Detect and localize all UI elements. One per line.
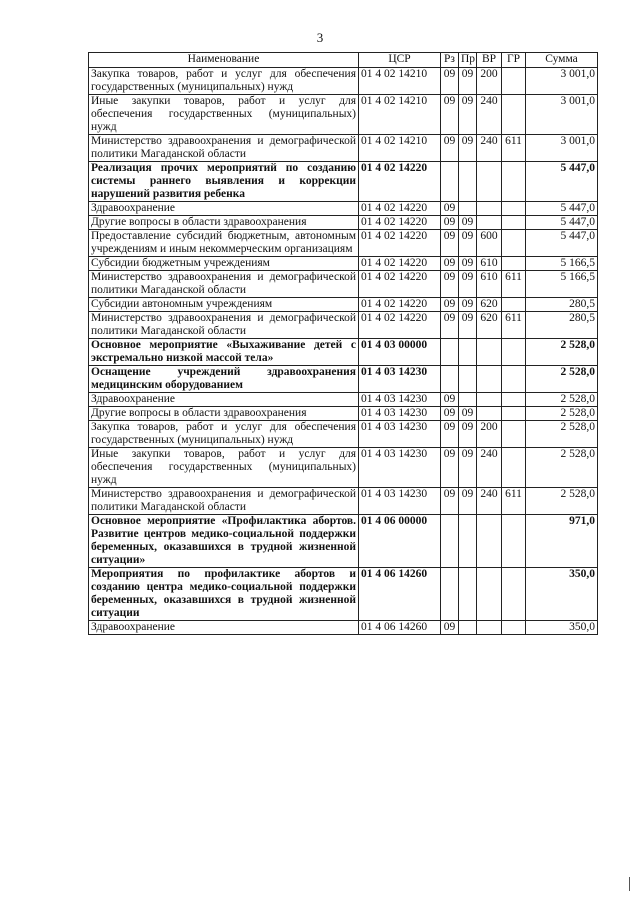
cell-vr bbox=[477, 393, 502, 407]
cell-rz bbox=[441, 515, 459, 568]
cell-gr bbox=[502, 298, 526, 312]
cell-csr: 01 4 03 14230 bbox=[359, 448, 441, 488]
cell-name: Субсидии бюджетным учреждениям bbox=[89, 257, 359, 271]
cell-pr bbox=[459, 515, 477, 568]
cell-gr bbox=[502, 393, 526, 407]
cell-vr: 610 bbox=[477, 257, 502, 271]
cell-pr bbox=[459, 162, 477, 202]
cell-pr bbox=[459, 202, 477, 216]
cell-rz: 09 bbox=[441, 298, 459, 312]
cell-vr bbox=[477, 366, 502, 393]
table-row bbox=[89, 407, 598, 421]
cell-vr: 200 bbox=[477, 68, 502, 95]
cell-gr: 611 bbox=[502, 488, 526, 515]
cell-csr: 01 4 03 14230 bbox=[359, 407, 441, 421]
col-header-vr: ВР bbox=[477, 53, 502, 68]
cell-vr: 200 bbox=[477, 421, 502, 448]
cell-rz bbox=[441, 366, 459, 393]
col-header-rz: Рз bbox=[441, 53, 459, 68]
cell-rz: 09 bbox=[441, 202, 459, 216]
cell-rz: 09 bbox=[441, 95, 459, 135]
cell-pr: 09 bbox=[459, 271, 477, 298]
cell-vr bbox=[477, 339, 502, 366]
cell-sum: 5 447,0 bbox=[526, 216, 598, 230]
cell-gr bbox=[502, 621, 526, 635]
cell-csr: 01 4 02 14220 bbox=[359, 230, 441, 257]
cell-pr: 09 bbox=[459, 68, 477, 95]
cell-rz: 09 bbox=[441, 621, 459, 635]
cell-sum: 280,5 bbox=[526, 312, 598, 339]
cell-gr bbox=[502, 339, 526, 366]
cell-gr bbox=[502, 407, 526, 421]
cell-name: Министерство здравоохранения и демографической политики Магаданской области bbox=[89, 271, 359, 298]
cell-pr: 09 bbox=[459, 135, 477, 162]
cell-sum: 2 528,0 bbox=[526, 366, 598, 393]
cell-pr: 09 bbox=[459, 312, 477, 339]
table-row bbox=[89, 162, 598, 202]
cell-gr bbox=[502, 568, 526, 621]
cell-name: Основное мероприятие «Выхаживание детей с экстремально низкой массой тела» bbox=[89, 339, 359, 366]
col-header-csr: ЦСР bbox=[359, 53, 441, 68]
cell-csr: 01 4 02 14210 bbox=[359, 95, 441, 135]
table-row bbox=[89, 568, 598, 621]
cell-sum: 5 447,0 bbox=[526, 202, 598, 216]
cell-rz: 09 bbox=[441, 448, 459, 488]
cell-sum: 2 528,0 bbox=[526, 421, 598, 448]
cell-sum: 280,5 bbox=[526, 298, 598, 312]
cell-name: Министерство здравоохранения и демографической политики Магаданской области bbox=[89, 488, 359, 515]
cell-vr: 610 bbox=[477, 271, 502, 298]
cell-vr: 620 bbox=[477, 312, 502, 339]
cell-sum: 350,0 bbox=[526, 568, 598, 621]
cell-name: Министерство здравоохранения и демографической политики Магаданской области bbox=[89, 312, 359, 339]
table-row bbox=[89, 366, 598, 393]
cell-vr: 240 bbox=[477, 95, 502, 135]
cell-csr: 01 4 06 14260 bbox=[359, 568, 441, 621]
cell-sum: 2 528,0 bbox=[526, 393, 598, 407]
cell-name: Другие вопросы в области здравоохранения bbox=[89, 407, 359, 421]
cell-pr bbox=[459, 621, 477, 635]
cell-pr bbox=[459, 339, 477, 366]
cell-name: Министерство здравоохранения и демографической политики Магаданской области bbox=[89, 135, 359, 162]
cell-pr bbox=[459, 393, 477, 407]
cell-name: Другие вопросы в области здравоохранения bbox=[89, 216, 359, 230]
cell-sum: 971,0 bbox=[526, 515, 598, 568]
cell-sum: 5 447,0 bbox=[526, 230, 598, 257]
cell-csr: 01 4 03 14230 bbox=[359, 421, 441, 448]
cell-name: Оснащение учреждений здравоохранения медицинским оборудованием bbox=[89, 366, 359, 393]
cell-vr: 600 bbox=[477, 230, 502, 257]
cell-vr: 240 bbox=[477, 135, 502, 162]
cell-rz: 09 bbox=[441, 488, 459, 515]
cell-name: Иные закупки товаров, работ и услуг для обеспечения государственных (муниципальных) нужд bbox=[89, 95, 359, 135]
cell-pr: 09 bbox=[459, 95, 477, 135]
cell-gr bbox=[502, 366, 526, 393]
cell-name: Закупка товаров, работ и услуг для обеспечения государственных (муниципальных) нужд bbox=[89, 421, 359, 448]
cell-sum: 2 528,0 bbox=[526, 407, 598, 421]
cell-sum: 5 447,0 bbox=[526, 162, 598, 202]
cell-vr: 240 bbox=[477, 488, 502, 515]
cell-sum: 2 528,0 bbox=[526, 488, 598, 515]
cell-gr: 611 bbox=[502, 312, 526, 339]
table-row bbox=[89, 257, 598, 271]
table-row bbox=[89, 202, 598, 216]
cell-rz bbox=[441, 568, 459, 621]
cell-sum: 2 528,0 bbox=[526, 448, 598, 488]
cell-name: Реализация прочих мероприятий по созданию системы раннего выявления и коррекции нарушений развития ребенка bbox=[89, 162, 359, 202]
table-row bbox=[89, 488, 598, 515]
cell-csr: 01 4 02 14210 bbox=[359, 68, 441, 95]
cell-rz: 09 bbox=[441, 421, 459, 448]
cell-gr bbox=[502, 202, 526, 216]
table-row bbox=[89, 68, 598, 95]
cell-vr bbox=[477, 621, 502, 635]
cell-gr bbox=[502, 216, 526, 230]
col-header-sum: Сумма bbox=[526, 53, 598, 68]
cell-sum: 3 001,0 bbox=[526, 135, 598, 162]
cell-rz: 09 bbox=[441, 230, 459, 257]
table-row bbox=[89, 230, 598, 257]
cell-gr bbox=[502, 162, 526, 202]
cell-csr: 01 4 02 14220 bbox=[359, 298, 441, 312]
table-row bbox=[89, 216, 598, 230]
table-row bbox=[89, 421, 598, 448]
cell-vr bbox=[477, 216, 502, 230]
table-row bbox=[89, 135, 598, 162]
cell-pr: 09 bbox=[459, 488, 477, 515]
cell-vr: 240 bbox=[477, 448, 502, 488]
cell-pr bbox=[459, 568, 477, 621]
cell-csr: 01 4 02 14220 bbox=[359, 312, 441, 339]
cell-sum: 5 166,5 bbox=[526, 257, 598, 271]
cell-gr bbox=[502, 230, 526, 257]
cell-rz bbox=[441, 162, 459, 202]
cell-sum: 2 528,0 bbox=[526, 339, 598, 366]
cell-rz: 09 bbox=[441, 216, 459, 230]
cell-name: Предоставление субсидий бюджетным, автономным учреждениям и иным некоммерческим организациям bbox=[89, 230, 359, 257]
cell-vr bbox=[477, 162, 502, 202]
table-row bbox=[89, 271, 598, 298]
col-header-gr: ГР bbox=[502, 53, 526, 68]
cell-gr: 611 bbox=[502, 135, 526, 162]
cell-pr: 09 bbox=[459, 421, 477, 448]
cell-csr: 01 4 02 14220 bbox=[359, 162, 441, 202]
cell-gr bbox=[502, 421, 526, 448]
table-row bbox=[89, 298, 598, 312]
cell-sum: 3 001,0 bbox=[526, 95, 598, 135]
cell-sum: 3 001,0 bbox=[526, 68, 598, 95]
cell-vr bbox=[477, 515, 502, 568]
table-row bbox=[89, 393, 598, 407]
cell-gr bbox=[502, 257, 526, 271]
cell-pr: 09 bbox=[459, 216, 477, 230]
col-header-name: Наименование bbox=[89, 53, 359, 68]
cell-csr: 01 4 02 14220 bbox=[359, 216, 441, 230]
cell-csr: 01 4 02 14220 bbox=[359, 271, 441, 298]
cell-gr bbox=[502, 515, 526, 568]
cell-csr: 01 4 03 00000 bbox=[359, 339, 441, 366]
cell-csr: 01 4 03 14230 bbox=[359, 366, 441, 393]
cell-vr: 620 bbox=[477, 298, 502, 312]
cell-csr: 01 4 02 14220 bbox=[359, 202, 441, 216]
table-row bbox=[89, 621, 598, 635]
cell-vr bbox=[477, 202, 502, 216]
cell-rz: 09 bbox=[441, 271, 459, 298]
cell-gr: 611 bbox=[502, 271, 526, 298]
cell-gr bbox=[502, 448, 526, 488]
cell-csr: 01 4 03 14230 bbox=[359, 393, 441, 407]
cell-rz: 09 bbox=[441, 312, 459, 339]
cell-name: Основное мероприятие «Профилактика абортов. Развитие центров медико-социальной поддержки беременных, оказавшихся в трудной жизненной ситуации» bbox=[89, 515, 359, 568]
cell-rz: 09 bbox=[441, 407, 459, 421]
cell-pr: 09 bbox=[459, 448, 477, 488]
budget-table bbox=[88, 52, 598, 635]
cell-sum: 5 166,5 bbox=[526, 271, 598, 298]
cell-csr: 01 4 06 00000 bbox=[359, 515, 441, 568]
cell-name: Субсидии автономным учреждениям bbox=[89, 298, 359, 312]
cell-gr bbox=[502, 95, 526, 135]
table-row bbox=[89, 515, 598, 568]
cell-name: Здравоохранение bbox=[89, 202, 359, 216]
cell-rz: 09 bbox=[441, 68, 459, 95]
margin-mark bbox=[629, 877, 630, 891]
cell-vr bbox=[477, 568, 502, 621]
cell-csr: 01 4 03 14230 bbox=[359, 488, 441, 515]
cell-rz: 09 bbox=[441, 135, 459, 162]
table-row bbox=[89, 95, 598, 135]
cell-pr: 09 bbox=[459, 407, 477, 421]
page-number: 3 bbox=[316, 30, 324, 45]
cell-pr: 09 bbox=[459, 298, 477, 312]
cell-pr: 09 bbox=[459, 257, 477, 271]
cell-sum: 350,0 bbox=[526, 621, 598, 635]
cell-name: Здравоохранение bbox=[89, 393, 359, 407]
table-header-row bbox=[89, 53, 598, 68]
cell-csr: 01 4 02 14210 bbox=[359, 135, 441, 162]
cell-rz: 09 bbox=[441, 257, 459, 271]
cell-name: Мероприятия по профилактике абортов и созданию центра медико-социальной поддержки беременных, оказавшихся в трудной жизненной ситуации bbox=[89, 568, 359, 621]
table-row bbox=[89, 339, 598, 366]
table-row bbox=[89, 312, 598, 339]
cell-pr: 09 bbox=[459, 230, 477, 257]
col-header-pr: Пр bbox=[459, 53, 477, 68]
cell-csr: 01 4 02 14220 bbox=[359, 257, 441, 271]
table-row bbox=[89, 448, 598, 488]
cell-name: Иные закупки товаров, работ и услуг для обеспечения государственных (муниципальных) нужд bbox=[89, 448, 359, 488]
cell-vr bbox=[477, 407, 502, 421]
cell-rz bbox=[441, 339, 459, 366]
cell-name: Здравоохранение bbox=[89, 621, 359, 635]
cell-gr bbox=[502, 68, 526, 95]
cell-pr bbox=[459, 366, 477, 393]
cell-csr: 01 4 06 14260 bbox=[359, 621, 441, 635]
cell-rz: 09 bbox=[441, 393, 459, 407]
cell-name: Закупка товаров, работ и услуг для обеспечения государственных (муниципальных) нужд bbox=[89, 68, 359, 95]
